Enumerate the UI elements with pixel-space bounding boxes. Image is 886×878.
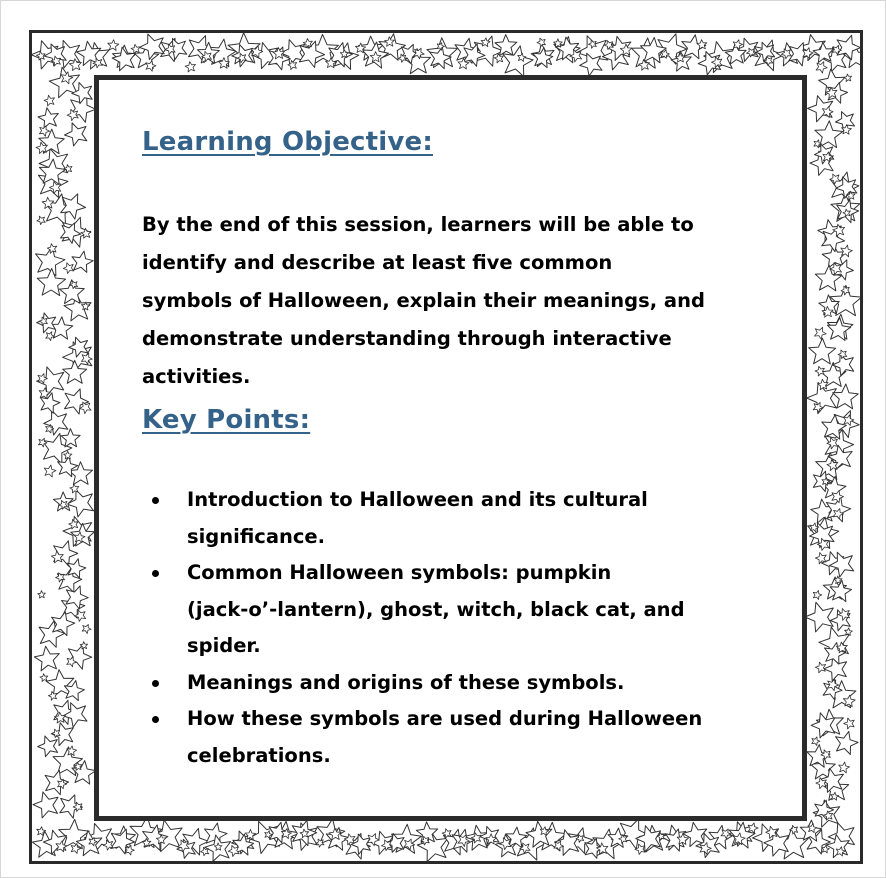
star-outline-icon xyxy=(67,490,94,517)
star-outline-icon xyxy=(38,591,46,599)
star-outline-icon xyxy=(809,338,836,364)
star-outline-icon xyxy=(537,38,546,47)
bullet-icon xyxy=(152,680,159,687)
star-outline-icon xyxy=(813,591,822,600)
star-outline-icon xyxy=(398,54,406,62)
star-outline-icon xyxy=(844,718,855,729)
star-outline-icon xyxy=(815,327,827,339)
key-point-item xyxy=(142,555,762,665)
star-outline-icon xyxy=(316,839,324,847)
bullet-icon xyxy=(152,497,159,504)
objective-line: demonstrate understanding through interactive xyxy=(142,327,672,350)
objective-line: By the end of this session, learners will be able to xyxy=(142,213,694,236)
star-outline-icon xyxy=(65,123,87,146)
star-outline-icon xyxy=(815,662,825,673)
star-outline-icon xyxy=(72,251,93,272)
star-outline-icon xyxy=(619,819,648,849)
star-outline-icon xyxy=(40,674,48,682)
star-outline-icon xyxy=(131,44,140,53)
star-outline-icon xyxy=(125,845,134,855)
star-outline-icon xyxy=(82,624,91,633)
key-point-item xyxy=(142,665,762,702)
bullet-icon xyxy=(152,716,159,723)
star-outline-icon xyxy=(63,263,73,274)
key-points-heading: Key Points: xyxy=(142,405,311,435)
star-outline-icon xyxy=(838,350,847,359)
star-outline-icon xyxy=(841,245,853,257)
key-point-line: How these symbols are used during Halloween xyxy=(187,707,703,730)
star-outline-icon xyxy=(185,62,195,72)
star-outline-icon xyxy=(70,484,79,493)
star-outline-icon xyxy=(45,770,69,795)
key-point-line: Introduction to Halloween and its cultural xyxy=(187,488,648,511)
objective-line: activities. xyxy=(142,365,251,388)
objective-line: identify and describe at least five common xyxy=(142,251,613,274)
star-outline-icon xyxy=(64,451,72,459)
key-point-line: Meanings and origins of these symbols. xyxy=(187,670,625,694)
star-outline-icon xyxy=(494,54,503,63)
star-outline-icon xyxy=(805,602,833,632)
star-outline-icon xyxy=(37,268,65,295)
objective-line: symbols of Halloween, explain their meanings, and xyxy=(142,289,705,312)
bullet-icon xyxy=(152,570,159,577)
star-outline-icon xyxy=(34,646,59,671)
star-outline-icon xyxy=(836,731,858,754)
key-point-line: (jack-o’-lantern), ghost, witch, black cat, and xyxy=(187,597,685,621)
star-outline-icon xyxy=(61,429,80,447)
star-outline-icon xyxy=(812,737,820,746)
star-outline-icon xyxy=(580,53,602,76)
star-outline-icon xyxy=(303,39,312,48)
key-point-item xyxy=(142,701,762,774)
star-outline-icon xyxy=(38,736,58,757)
star-outline-icon xyxy=(201,847,209,855)
star-outline-icon xyxy=(33,792,58,818)
star-outline-icon xyxy=(827,318,850,341)
star-outline-icon xyxy=(833,384,859,409)
star-outline-icon xyxy=(37,216,45,224)
key-point-line: spider. xyxy=(187,634,261,657)
key-point-line: significance. xyxy=(187,524,326,548)
star-outline-icon xyxy=(816,62,827,73)
star-outline-icon xyxy=(844,74,852,82)
star-outline-icon xyxy=(108,40,119,51)
key-point-line: celebrations. xyxy=(187,743,331,767)
star-outline-icon xyxy=(44,465,56,477)
key-point-item xyxy=(142,482,762,555)
star-outline-icon xyxy=(38,108,58,128)
key-points-list xyxy=(142,482,762,774)
star-outline-icon xyxy=(39,126,49,137)
learning-objective-text xyxy=(142,206,742,396)
star-outline-icon xyxy=(44,95,54,106)
star-outline-icon xyxy=(344,834,355,845)
star-outline-icon xyxy=(839,762,850,773)
key-point-line: Common Halloween symbols: pumpkin xyxy=(187,561,612,584)
star-outline-icon xyxy=(46,332,55,341)
learning-objective-heading: Learning Objective: xyxy=(142,127,433,157)
star-outline-icon xyxy=(845,628,853,636)
